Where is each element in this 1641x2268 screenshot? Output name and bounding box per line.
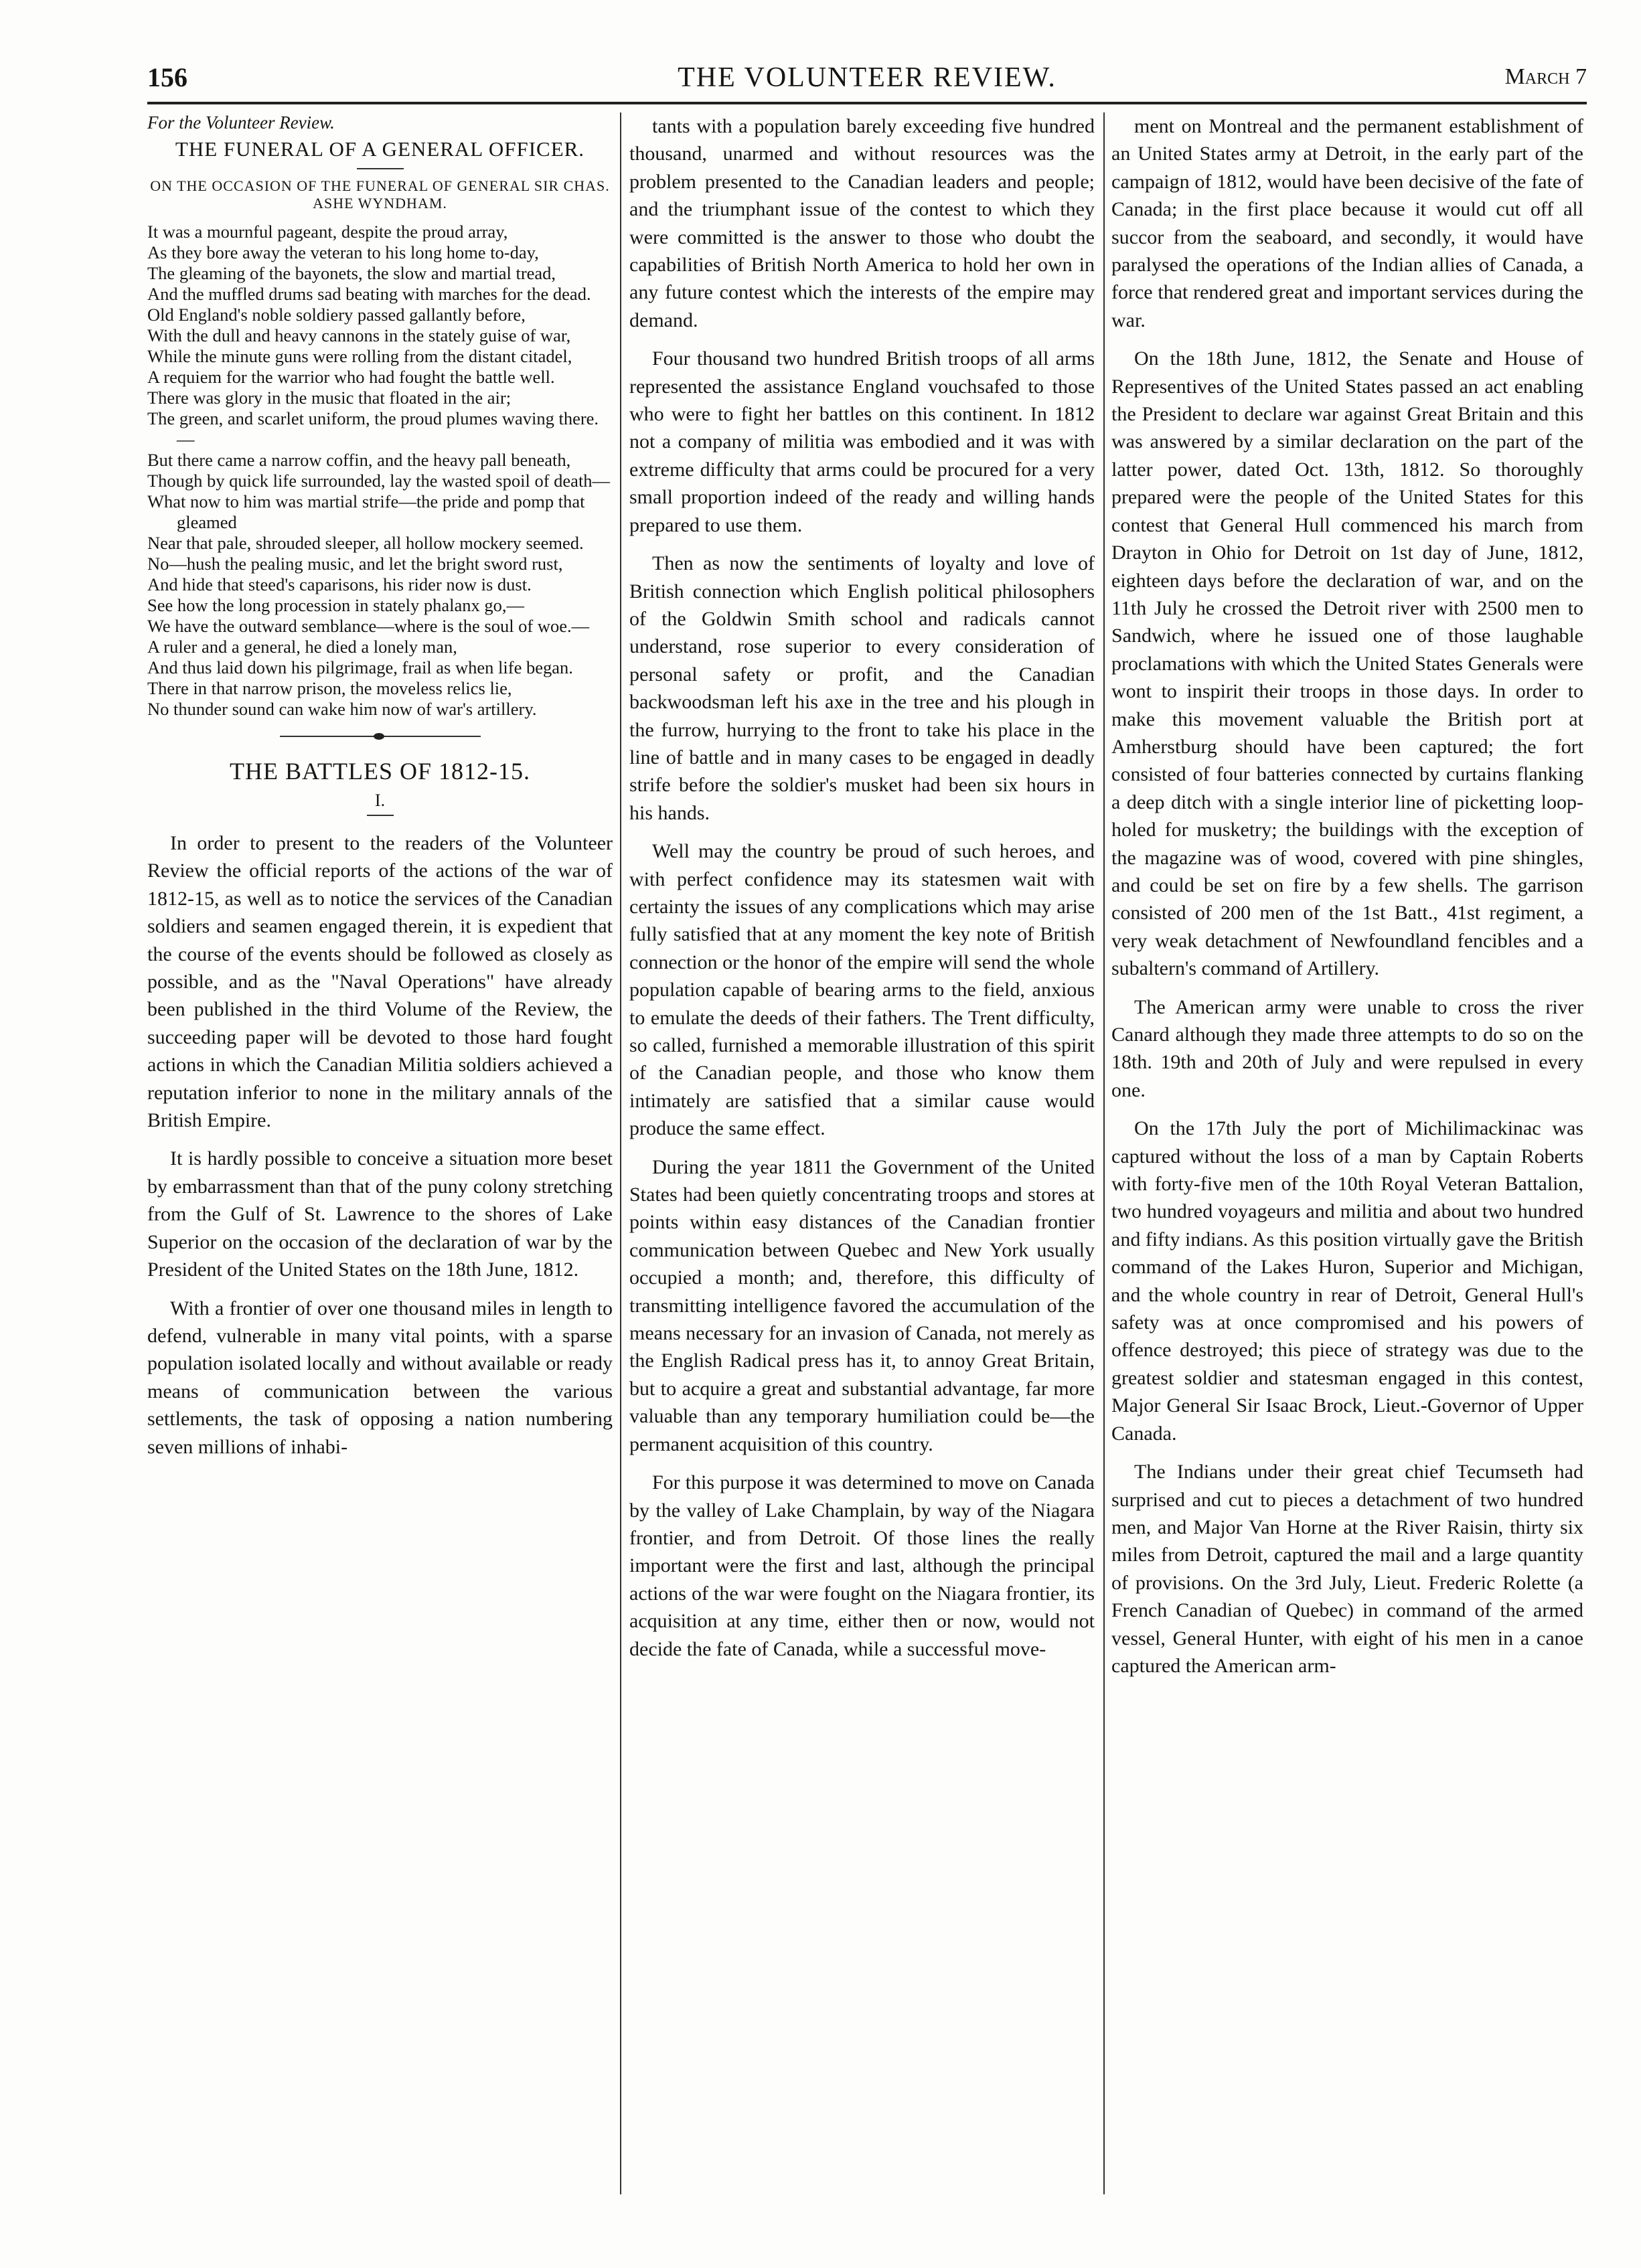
poem-line: No—hush the pealing music, and let the bright sword rust, [147,554,563,574]
article-paragraph: On the 18th June, 1812, the Senate and House of Representives of the United States passed an act enabling the President to declare war against Great Britain and this was answered by a similar declaration on the part of the latter power, dated Oct. 13th, 1812. So thoroughly prepared were the people of the United States for this contest that General Hull commenced his march from Drayton in Ohio for Detroit on 1st day of June, 1812, eighteen days before the declaration of war, and on the 11th July he crossed the Detroit river with 2500 men to Sandwich, where he issued one of those laughable proclamations with which the United States Generals were wont to inspirit their troops in those days. In order to make this movement valuable the British port at Amherstburg should have been captured; the fort consisted of four batteries connected by curtains flanking a deep ditch with a single interior line of picketting loop-holed for musketry; the buildings with the exception of the magazine was of wood, covered with pine shingles, and could be set on fire by a few shells. The garrison consisted of 200 men of the 1st Batt., 41st regiment, a very weak detachment of Newfoundland fencibles and a subaltern's command of Artillery. [1111,347,1583,980]
column-rule [620,112,621,2194]
article-paragraph: Four thousand two hundred British troops of all arms represented the assistance England vouchsafed to those who were to fight her battles on this continent. In 1812 not a company of militia was embodied and it was with extreme difficulty that arms could be procured for a very small proportion indeed of the ready and willing hands prepared to use them. [629,347,1095,536]
poem-line: The green, and scarlet uniform, the proud plumes waving there.— [147,408,599,449]
page-header [147,62,1587,104]
article-paragraph: On the 17th July the port of Michilimackinac was captured without the loss of a man by Captain Roberts with forty-five men of the 10th Royal Veteran Battalion, two hundred voyageurs and militia and about two hundred and fifty indians. As this position virtually gave the British command of the Lakes Huron, Superior and Michigan, and the whole country in rear of Detroit, General Hull's safety was at once compromised and his powers of offence destroyed; this piece of strategy was due to the greatest soldier and statesman engaged in this contest, Major General Sir Isaac Brock, Lieut.-Governor of Upper Canada. [1111,1117,1583,1445]
poem-line: We have the outward semblance—where is the soul of woe.— [147,616,590,636]
poem-line: The gleaming of the bayonets, the slow and martial tread, [147,263,556,283]
article-paragraph: The Indians under their great chief Tecumseth had surprised and cut to pieces a detachment of two hundred men, and Major Van Horne at the River Raisin, thirty six miles from Detroit, captured the mail and a large quantity of provisions. On the 3rd July, Lieut. Frederic Rolette (a French Canadian of Quebec) in command of the armed vessel, General Hunter, with eight of his men in a canoe captured the American arm- [1111,1461,1583,1677]
divider [367,815,394,816]
column-2 [629,112,1095,2221]
poem-title: THE FUNERAL OF A GENERAL OFFICER. [175,137,585,161]
article-paragraph: ment on Montreal and the permanent establishment of an United States army at Detroit, in the early part of the campaign of 1812, would have been decisive of the fate of Canada; in the first place because it would cut off all succor from the seaboard, and secondly, it would have paralysed the operations of the Indian allies of Canada, a force that rendered great and important services during the war. [1111,115,1583,331]
article-title: THE BATTLES OF 1812-15. [230,758,530,785]
poem-line: But there came a narrow coffin, and the heavy pall beneath, [147,450,571,470]
poem-line: It was a mournful pageant, despite the proud array, [147,222,508,242]
divider [357,168,404,169]
section-divider [280,736,481,737]
poem-line: And thus laid down his pilgrimage, frail as when life began. [147,657,573,677]
article-part: I. [374,791,386,810]
issue-date: March 7 [1504,64,1587,89]
poem-line: And hide that steed's caparisons, his rider now is dust. [147,574,532,594]
poem-line: And the muffled drums sad beating with marches for the dead. [147,284,591,304]
poem-line: Near that pale, shrouded sleeper, all hollow mockery seemed. [147,533,584,553]
poem-line: No thunder sound can wake him now of war's artillery. [147,699,537,719]
article-paragraph: During the year 1811 the Government of the United States had been quietly concentrating troops and stores at points within easy distances of the Canadian frontier communication between Quebec and New York usually occupied a month; and, therefore, this difficulty of transmitting intelligence favored the accumulation of the means necessary for an invasion of Canada, not merely as the English Radical press has it, to annoy Great Britain, but to acquire a great and substantial advantage, far more valuable than any temporary humiliation could be—the permanent acquisition of this country. [629,1155,1095,1455]
masthead: THE VOLUNTEER REVIEW. [678,62,1057,93]
article-paragraph: Then as now the sentiments of loyalty and love of British connection which English political philosophers of the Goldwin Smith school and radicals cannot understand, rose superior to every consideration of personal safety or profit, and the Canadian backwoodsman left his axe in the tree and his plough in the furrow, hurrying to the front to take his place in the line of battle and in many cases to be engaged in deadly strife before the soldier's musket had been six hours in his hands. [629,552,1095,824]
poem-credit: For the Volunteer Review. [147,112,335,133]
poem-line: See how the long procession in stately phalanx go,— [147,595,525,615]
poem-line: While the minute guns were rolling from the distant citadel, [147,346,572,366]
column-3 [1111,112,1583,2221]
poem-line: As they bore away the veteran to his long home to-day, [147,242,539,262]
article-column-3 [1111,112,1583,1680]
poem-line: There was glory in the music that floated in the air; [147,388,512,408]
article-paragraph: Well may the country be proud of such heroes, and with perfect confidence may its statesmen wait with certainty the issues of any complications which may arise fully satisfied that at any moment the key note of British connection or the honor of the empire will send the whole population capable of bearing arms to the field, anxious to emulate the deeds of their fathers. The Trent difficulty, so called, furnished a memorable illustration of this spirit of the Canadian people, and those who know them intimately are satisfied that a similar cause would produce the same effect. [629,840,1095,1140]
poem-line: What now to him was martial strife—the pride and pomp that gleamed [147,491,585,532]
poem-line: There in that narrow prison, the moveless relics lie, [147,678,512,698]
article-paragraph: With a frontier of over one thousand miles in length to defend, vulnerable in many vital points, with a sparse population isolated locally and without available or ready means of communication between the various settlements, the task of opposing a nation numbering seven millions of inhabi- [147,1297,613,1458]
article-paragraph: The American army were unable to cross the river Canard although they made three attempts to do so on the 18th. 19th and 20th of July and were repulsed in every one. [1111,995,1583,1101]
poem [147,112,613,720]
poem-line: Old England's noble soldiery passed gallantly before, [147,305,526,325]
article-paragraph: It is hardly possible to conceive a situation more beset by embarrassment than that of the puny colony stretching from the Gulf of St. Lawrence to the shores of Lake Superior on the occasion of the declaration of war by the President of the United States on the 18th June, 1812. [147,1147,613,1281]
article-column-2 [629,112,1095,1663]
poem-line: A requiem for the warrior who had fought the battle well. [147,367,555,387]
article-paragraph: tants with a population barely exceeding five hundred thousand, unarmed and without resources was the problem presented to the Canadian leaders and people; and the triumphant issue of the contest to which they were committed is the answer to those who doubt the capabilities of British North America to hold her own in any future contest which the interests of the empire may demand. [629,115,1095,331]
poem-line: Though by quick life surrounded, lay the wasted spoil of death— [147,471,611,491]
article-paragraph: For this purpose it was determined to move on Canada by the valley of Lake Champlain, by way of the Niagara frontier, and from Detroit. Of those lines the really important were the first and last, although the principal actions of the war were fought on the Niagara frontier, its acquisition at any time, either then or now, would not decide the fate of Canada, while a successful move- [629,1471,1095,1660]
column-rule [1103,112,1105,2194]
poem-lines [147,222,613,720]
poem-subtitle: ON THE OCCASION OF THE FUNERAL OF GENERAL SIR CHAS. ASHE WYNDHAM. [150,177,610,212]
poem-line: With the dull and heavy cannons in the stately guise of war, [147,325,571,345]
article-column-1 [147,829,613,1461]
poem-line: A ruler and a general, he died a lonely man, [147,637,457,657]
article-paragraph: In order to present to the readers of the Volunteer Review the official reports of the actions of the war of 1812-15, as well as to notice the services of the Canadian soldiers and seamen engaged therein, it is expedient that the course of the events should be followed as closely as possible, and as the "Naval Operations" have already been published in the third Volume of the Review, the succeeding paper will be devoted to those hard fought actions in which the Canadian Militia soldiers achieved a reputation inferior to none in the military annals of the British Empire. [147,832,613,1132]
column-1 [147,112,613,2221]
page-number: 156 [147,62,187,92]
